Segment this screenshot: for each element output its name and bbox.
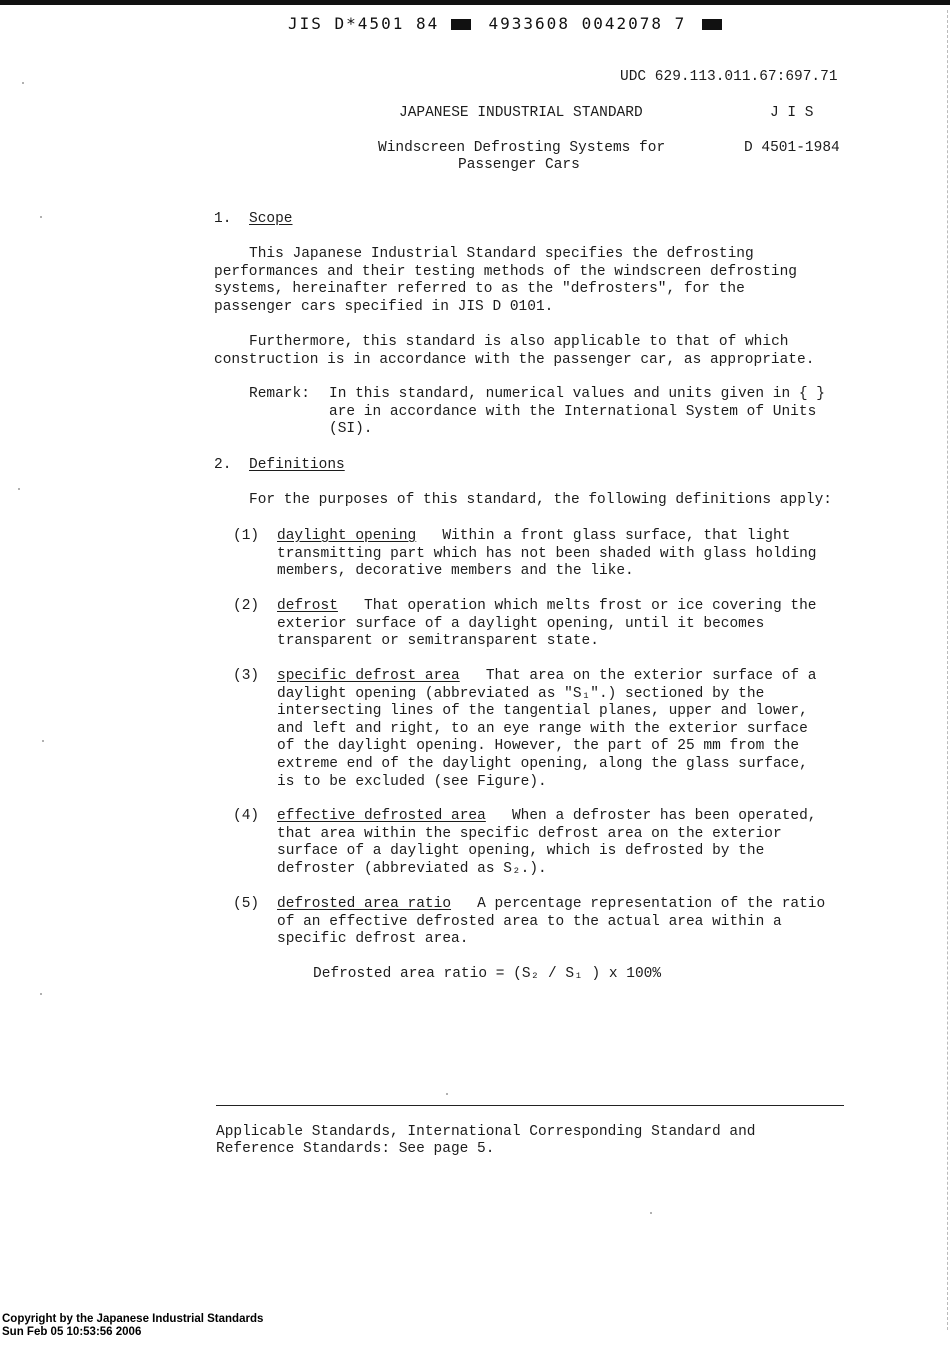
remark-label: Remark: (249, 386, 310, 402)
scan-speck (42, 740, 44, 742)
definition-text: A percentage representation of the ratio (477, 896, 826, 912)
applicable-standards-line-2: Reference Standards: See page 5. (216, 1141, 495, 1157)
section-number: 1. (214, 211, 232, 227)
formula: Defrosted area ratio = (S₂ / S₁ ) x 100% (313, 966, 662, 982)
definition-text: members, decorative members and the like. (277, 563, 634, 580)
copyright-notice (2, 1313, 263, 1339)
header-code-mid: 4933608 0042078 7 (488, 14, 687, 33)
definition-number: (2) (233, 598, 260, 614)
top-border (0, 0, 950, 5)
section-number: 2. (214, 457, 232, 473)
definition-term: defrost (277, 598, 338, 614)
definition-text: That area on the exterior surface of a (485, 668, 817, 684)
definition-text: that area within the specific defrost area on the exterior (277, 825, 782, 842)
title-line-1: Windscreen Defrosting Systems for (378, 140, 666, 156)
definition-item (277, 598, 847, 651)
page-edge-artifact (946, 10, 948, 1330)
definition-term: defrosted area ratio (277, 896, 452, 912)
applicable-standards-line-1: Applicable Standards, International Corresponding Standard and (216, 1124, 756, 1140)
definition-text: and left and right, to an eye range with the exterior surface (277, 720, 808, 737)
definition-text: of the daylight opening. However, the part of 25 mm from the (277, 738, 800, 755)
definition-text: is to be excluded (see Figure). (277, 773, 547, 790)
definition-item (277, 528, 847, 581)
header-block-mark (702, 19, 722, 30)
header-block-mark (451, 19, 471, 30)
scan-speck (650, 1212, 652, 1214)
definition-text: When a defroster has been operated, (511, 808, 817, 824)
definition-term: specific defrost area (277, 668, 460, 684)
definitions-intro: For the purposes of this standard, the following definitions apply: (249, 492, 832, 508)
definition-term: daylight opening (277, 528, 417, 544)
document-code-header (288, 14, 728, 33)
standard-designation: D 4501-1984 (744, 140, 840, 156)
definition-text: surface of a daylight opening, which is defrosted by the (277, 843, 765, 860)
jis-label: J I S (770, 105, 814, 121)
footnote-divider (216, 1105, 844, 1106)
scan-speck (18, 488, 20, 490)
definition-text: intersecting lines of the tangential planes, upper and lower, (277, 703, 808, 720)
definition-text: daylight opening (abbreviated as "S₁".) sectioned by the (277, 685, 765, 702)
definition-item (277, 808, 847, 878)
definition-item (277, 896, 847, 949)
definition-number: (3) (233, 668, 260, 684)
section-title-definitions: Definitions (249, 457, 345, 473)
scope-paragraph-2: Furthermore, this standard is also applicable to that of which construction is in accordance with the passenger car, as appropriate. (214, 334, 815, 368)
section-title-scope: Scope (249, 211, 293, 227)
definition-term: effective defrosted area (277, 808, 486, 824)
udc-number: UDC 629.113.011.67:697.71 (620, 69, 838, 85)
definition-number: (1) (233, 528, 260, 544)
definition-text: defroster (abbreviated as S₂.). (277, 860, 547, 877)
definition-text: exterior surface of a daylight opening, until it becomes (277, 615, 765, 632)
title-line-2: Passenger Cars (458, 157, 580, 173)
standard-label: JAPANESE INDUSTRIAL STANDARD (399, 105, 643, 121)
copyright-timestamp: Sun Feb 05 10:53:56 2006 (2, 1326, 142, 1338)
scope-paragraph-1: This Japanese Industrial Standard specifies the defrosting performances and their testing methods of the windscreen defrosting systems, hereinafter referred to as the "defrosters", for the passenger cars specified in JIS D 0101. (214, 246, 797, 315)
definition-text: Within a front glass surface, that light (442, 528, 791, 544)
definition-number: (5) (233, 896, 260, 912)
definition-text: transmitting part which has not been shaded with glass holding (277, 545, 817, 562)
definition-item (277, 668, 847, 791)
copyright-line: Copyright by the Japanese Industrial Standards (2, 1313, 264, 1325)
definition-text: extreme end of the daylight opening, along the glass surface, (277, 755, 808, 772)
scan-speck (40, 216, 42, 218)
definition-text: specific defrost area. (277, 931, 469, 948)
scan-speck (446, 1093, 448, 1095)
definition-number: (4) (233, 808, 260, 824)
remark-text: In this standard, numerical values and units given in { } are in accordance with the International System of Units (SI). (329, 386, 825, 438)
definition-text: That operation which melts frost or ice covering the (364, 598, 817, 614)
definition-text: of an effective defrosted area to the actual area within a (277, 913, 782, 930)
definition-text: transparent or semitransparent state. (277, 633, 599, 650)
scan-speck (40, 993, 42, 995)
header-code-left: JIS D*4501 84 (288, 14, 440, 33)
scan-speck (22, 82, 24, 84)
